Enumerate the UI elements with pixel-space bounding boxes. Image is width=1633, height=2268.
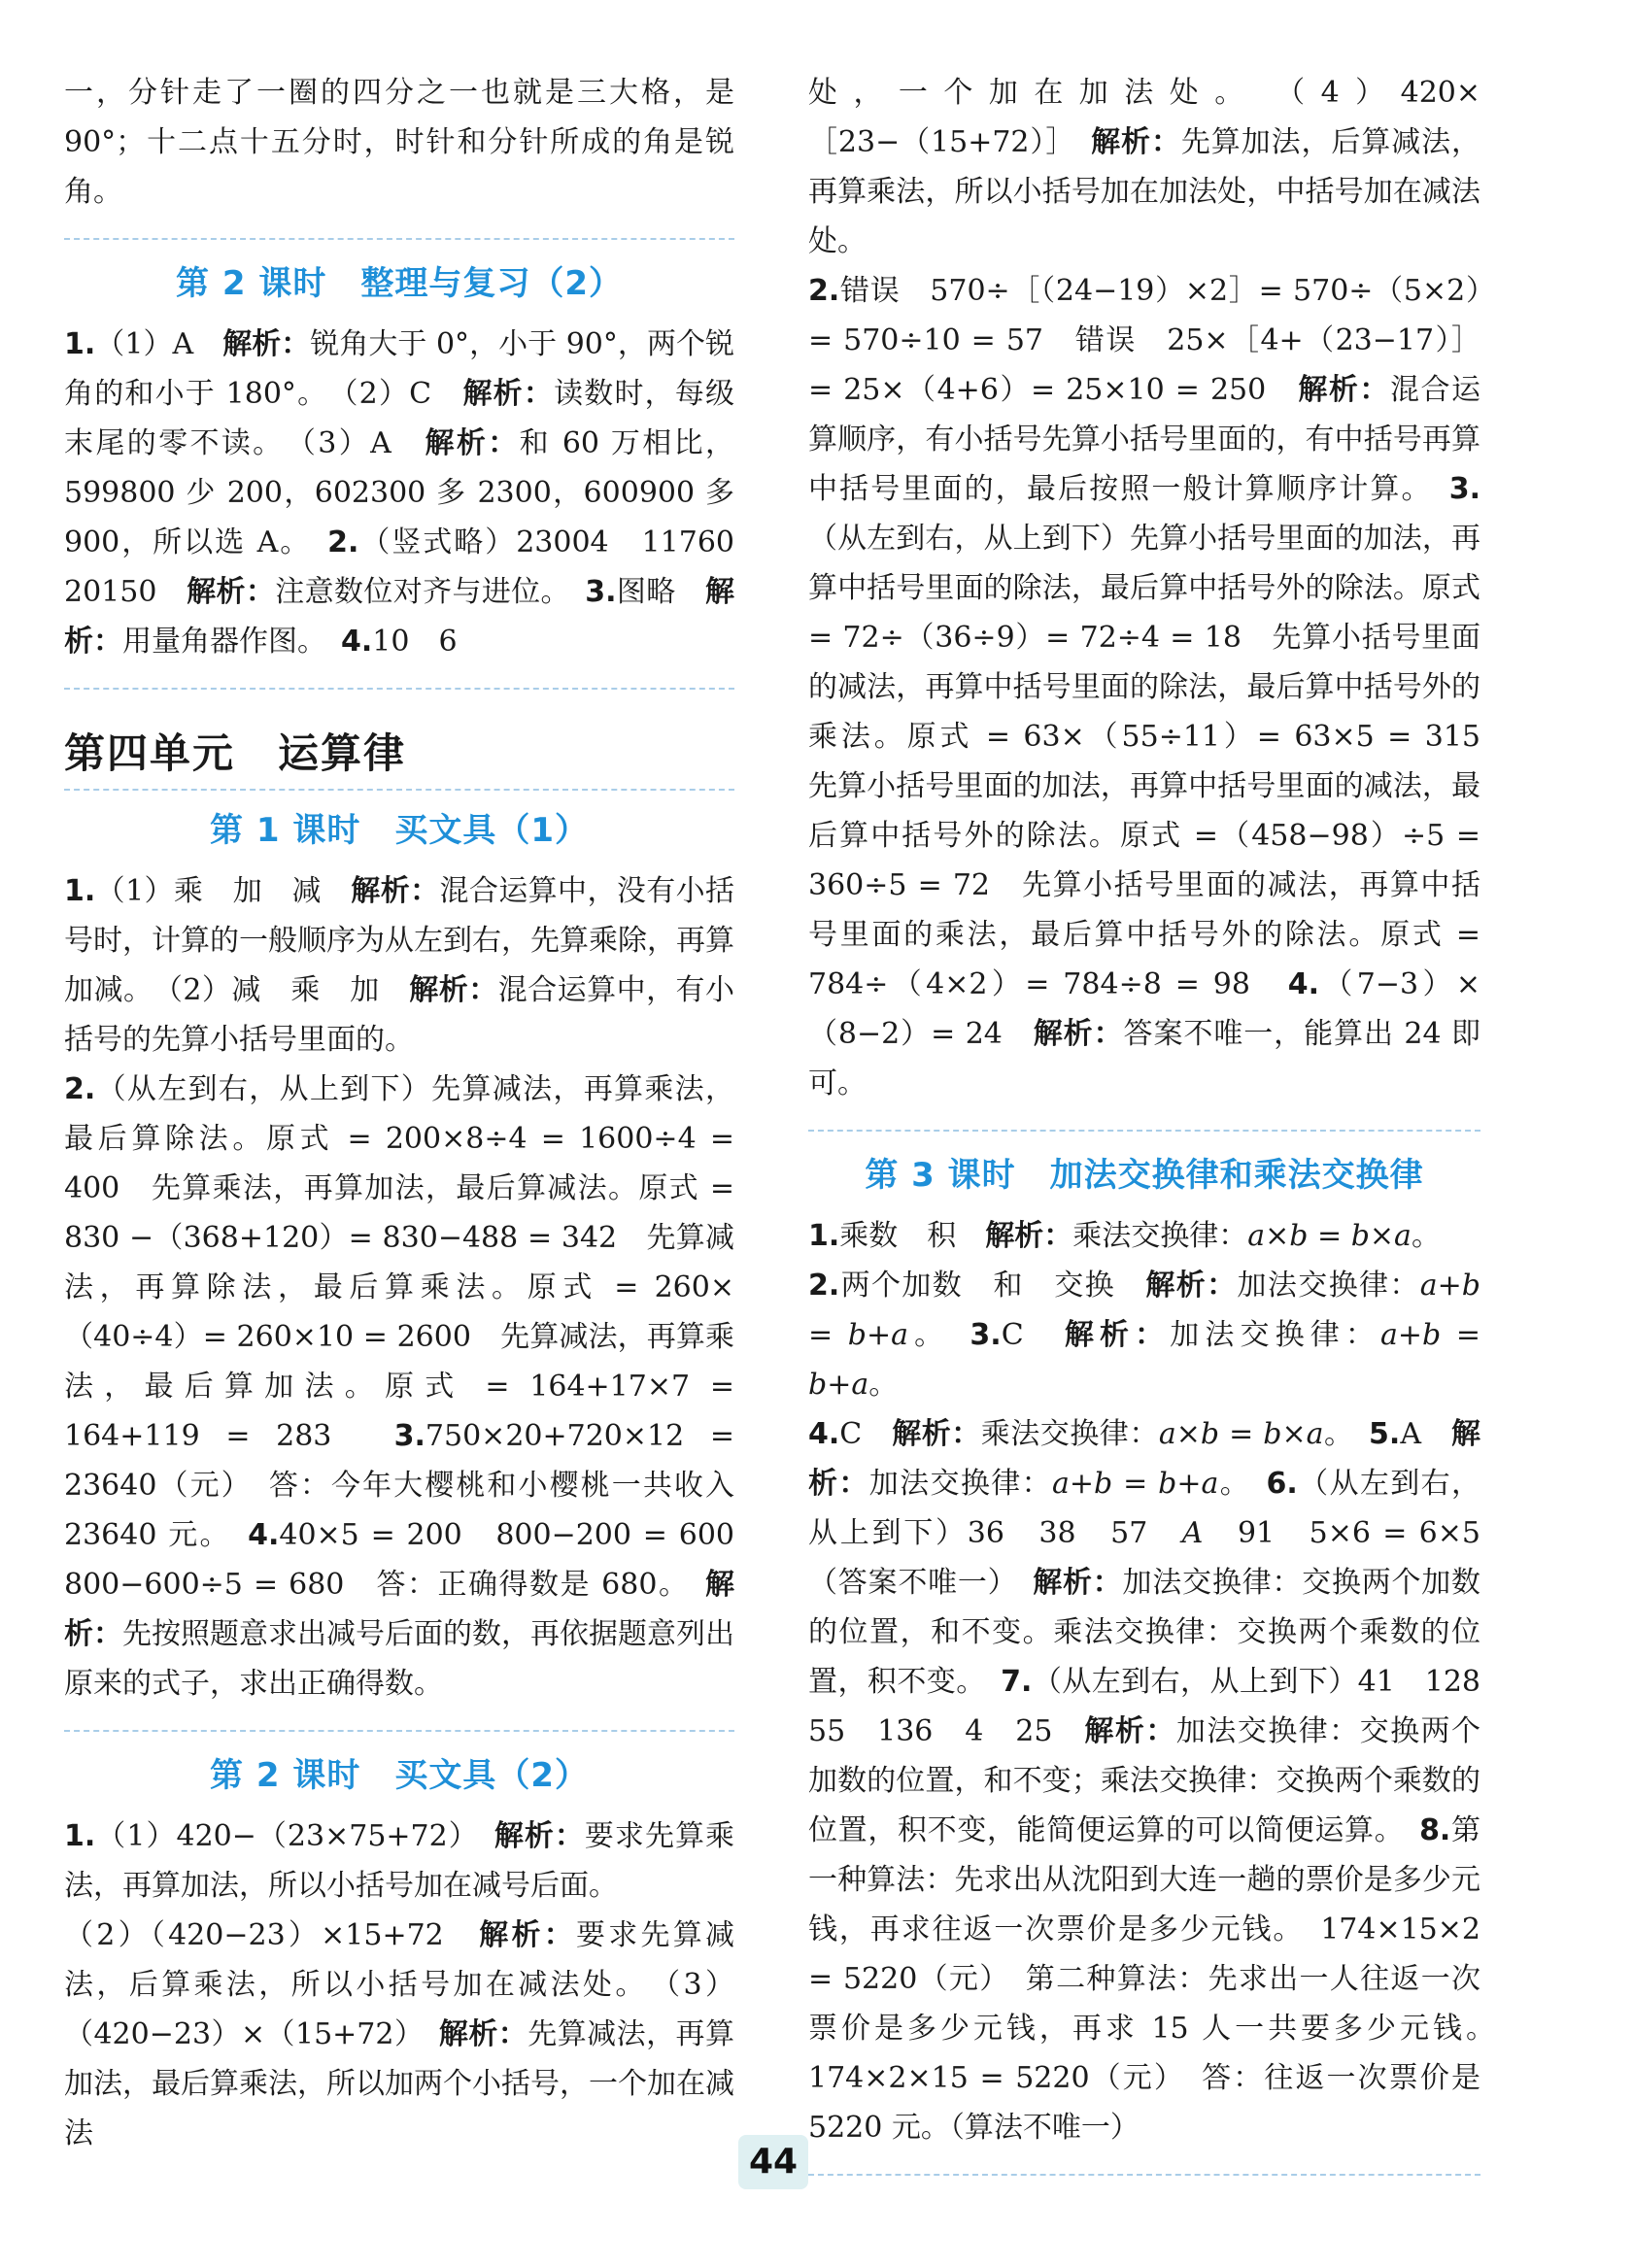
answer-text: 要求先算减法，后算乘法，所以小括号加在减法处。 （3）（420−23）×（15+72） — [64, 1918, 735, 2051]
answer-text: 要求先算乘法，再算加法，所以小括号加在减号后面。 — [64, 1819, 735, 1903]
question-number: 1. — [808, 1219, 840, 1253]
analysis-label: 解析： — [64, 575, 735, 659]
answer-text: 加法交换律： — [868, 1467, 1052, 1501]
question-number: 2. — [64, 1072, 96, 1106]
analysis-label: 解析： — [1033, 1566, 1123, 1600]
answer-text: 乘法交换律： — [1072, 1219, 1248, 1253]
question-number: 3. — [585, 575, 617, 609]
answer-text: 两个加数 和 交换 — [839, 1269, 1146, 1303]
answer-text: C — [839, 1417, 893, 1451]
answer-text: 先算减法，再算加法，最后算乘法，所以加两个小括号，一个加在减法 — [64, 2017, 735, 2150]
answer-text: 10 6 — [372, 625, 458, 659]
analysis-label: 解析： — [425, 426, 520, 460]
question-number: 2. — [808, 274, 840, 308]
question-number: 2. — [808, 1269, 840, 1303]
answer-text: 混合运算中，有小括号的先算小括号里面的。 — [64, 973, 735, 1057]
analysis-label: 解析： — [438, 2017, 528, 2051]
answer-text: 。 — [908, 1318, 970, 1352]
analysis-label: 解析： — [409, 973, 498, 1007]
page-number: 44 — [738, 2135, 808, 2189]
section-divider — [64, 1730, 734, 1732]
section-divider — [808, 1130, 1480, 1132]
section-divider — [64, 238, 734, 240]
analysis-label: 解析： — [462, 377, 555, 411]
answers-stationery-2 — [64, 1811, 734, 2158]
analysis-label: 解析： — [222, 327, 311, 361]
answer-text: （1）乘 加 减 — [95, 874, 352, 908]
analysis-label: 解析： — [892, 1417, 981, 1451]
analysis-label: 解析： — [187, 575, 276, 609]
left-column — [64, 68, 764, 2158]
answer-text: （2）（420−23）×15+72 — [64, 1918, 480, 1952]
question-number: 2. — [327, 525, 359, 559]
intro-paragraph: 一，分针走了一圈的四分之一也就是三大格，是90°；十二点十五分时，时针和分针所成的角是锐角。 — [64, 76, 734, 209]
answer-text: A — [1181, 1516, 1204, 1550]
question-number: 3. — [970, 1318, 1002, 1352]
answer-text: 750×20+720×12 = 23640（元） 答：今年大樱桃和小樱桃一共收入 23640 元。 — [64, 1419, 734, 1552]
analysis-label: 解析： — [64, 1568, 734, 1651]
answer-text: （从左到右，从上到下）36 38 57 — [808, 1467, 1481, 1550]
question-number: 4. — [1287, 967, 1320, 1001]
analysis-label: 解析： — [1145, 1269, 1238, 1303]
answer-text: 答案不唯一，能算出 24 即可。 — [808, 1017, 1480, 1100]
unit-divider — [64, 789, 734, 791]
lesson-title-stationery-1: 第 1 课时 买文具（1） — [210, 811, 589, 850]
question-number: 3. — [393, 1419, 425, 1453]
analysis-label: 解析： — [1033, 1017, 1124, 1051]
answer-text: a+b = b+a — [1051, 1467, 1219, 1501]
answer-text: （从左到右，从上到下）先算小括号里面的加法，再算中括号里面的除法，最后算中括号外的除法。原式 = 72÷（36÷9）= 72÷4 = 18 先算小括号里面的减法，再算中括号里面的除法，最后算中括号外的乘法。原式 = 63×（55÷11）= 63×5 = 315 先算小括号里面的加法，再算中括号里面的减法，最后算中括号外的除法。原式 =（458−98）÷5 = 360÷5 = 72 先算小括号里面的减法，再算中括号里面的乘法，最后算中括号外的除法。原式 = 784÷（4×2）= 784÷8 = 98 — [808, 522, 1510, 1001]
answer-text: 先算加法，后算减法，再算乘法，所以小括号加在加法处，中括号加在减法处。 — [808, 125, 1481, 258]
section-divider — [64, 688, 734, 690]
answer-text: （竖式略）23004 11760 20150 — [64, 525, 764, 609]
answer-text: （1）420−（23×75+72） — [95, 1819, 494, 1853]
answer-text: a+b = b+a — [808, 1318, 1481, 1402]
answer-text: 先按照题意求出减号后面的数，再依据题意列出原来的式子，求出正确得数。 — [64, 1617, 734, 1701]
lesson-title-review-2: 第 2 课时 整理与复习（2） — [176, 264, 623, 303]
analysis-label: 解析： — [479, 1918, 577, 1952]
analysis-label: 解析： — [1064, 1318, 1171, 1352]
answer-text: 。 — [1323, 1417, 1370, 1451]
answer-text: 。 — [1411, 1219, 1441, 1253]
answer-text: C — [1001, 1318, 1065, 1352]
question-number: 7. — [1001, 1665, 1033, 1699]
answer-text: 和 60 万相比，599800 少 200，602300 多 2300，600900 多 900，所以选 A。 — [64, 426, 735, 559]
answers-commutative — [808, 1211, 1510, 2152]
answer-text: A — [1400, 1417, 1452, 1451]
answer-text: （7−3）×（8−2）= 24 — [808, 967, 1481, 1051]
answer-text: 混合运算顺序，有小括号先算小括号里面的，有中括号再算中括号里面的，最后按照一般计算顺序计算。 — [808, 373, 1481, 506]
question-number: 3. — [1448, 472, 1480, 506]
answer-text: 第一种算法：先求出从沈阳到大连一趟的票价是多少元钱，再求往返一次票价是多少元钱。 174×15×2 = 5220（元） 第二种算法：先求出一人往返一次票价是多少元钱，再求 15 人一共要多少元钱。 174×2×15 = 5220（元） 答：往返一次票价是 5220 元。（算法不唯一） — [808, 1813, 1510, 2145]
analysis-label: 解析： — [1084, 1714, 1176, 1748]
lesson-title-commutative: 第 3 课时 加法交换律和乘法交换律 — [865, 1156, 1424, 1195]
question-number: 5. — [1369, 1417, 1401, 1451]
analysis-label: 解析： — [1298, 373, 1390, 407]
answer-text: 乘数 积 — [839, 1219, 986, 1253]
answer-text: 处，一个加在加法处。 （4）420×［23−（15+72）］ — [808, 76, 1480, 159]
answer-text: 40×5 = 200 800−200 = 600 800−600÷5 = 680 答：正确得数是 680。 — [64, 1518, 764, 1602]
answer-text: a+b = b+a — [808, 1269, 1481, 1352]
question-number: 4. — [248, 1518, 280, 1552]
question-number: 1. — [64, 1819, 96, 1853]
answer-text: （从左到右，从上到下）先算减法，再算乘法，最后算除法。原式 = 200×8÷4 = 1600÷4 = 400 先算乘法，再算加法，最后算减法。原式 = 830 −（368+120）= 830−488 = 342 先算减法，再算除法，最后算乘法。原式 = 260×（40÷4）= 260×10 = 2600 先算减法，再算乘法，最后算加法。原式 = 164+17×7 = 164+119 = 283 — [64, 1072, 734, 1453]
answer-text: 。 — [1218, 1467, 1267, 1501]
answer-text: 混合运算中，没有小括号时，计算的一般顺序为从左到右，先算乘除，再算加减。 （2）减 乘 加 — [64, 874, 735, 1007]
question-number: 6. — [1266, 1467, 1298, 1501]
answer-text: 读数时，每级末尾的零不读。 （3）A — [64, 377, 735, 460]
analysis-label: 解析： — [985, 1219, 1073, 1253]
answer-text: 注意数位对齐与进位。 — [275, 575, 586, 609]
answer-text: （从左到右，从上到下）41 128 55 136 4 25 — [808, 1665, 1510, 1748]
question-number: 1. — [64, 327, 96, 361]
unit-title: 第四单元 运算律 — [64, 729, 407, 777]
answer-text: 91 5×6 = 6×5（答案不唯一） — [808, 1516, 1480, 1600]
answers-stationery-2-cont — [808, 68, 1510, 1108]
question-number: 4. — [808, 1417, 840, 1451]
answer-text: a×b = b×a — [1247, 1219, 1412, 1253]
right-column — [808, 68, 1510, 2193]
answer-text: 。 — [868, 1368, 899, 1402]
question-number: 1. — [64, 874, 96, 908]
lesson-title-stationery-2: 第 2 课时 买文具（2） — [210, 1756, 589, 1795]
answers-stationery-1 — [64, 866, 764, 1709]
answers-review-2 — [64, 320, 764, 666]
answer-text: 加法交换律：交换两个加数的位置，和不变。乘法交换律：交换两个乘数的位置，积不变。 — [808, 1566, 1481, 1699]
answer-text: 加法交换律： — [1170, 1318, 1380, 1352]
question-number: 4. — [341, 625, 373, 659]
answer-text: a×b = b×a — [1158, 1417, 1324, 1451]
question-number: 8. — [1419, 1813, 1451, 1847]
answer-text: 图略 — [616, 575, 706, 609]
analysis-label: 解析： — [1091, 125, 1181, 159]
analysis-label: 解析： — [808, 1417, 1481, 1501]
answer-text: 乘法交换律： — [980, 1417, 1159, 1451]
answer-text: 加法交换律： — [1237, 1269, 1420, 1303]
section-divider — [808, 2174, 1480, 2176]
answer-text: 加法交换律：交换两个加数的位置，和不变；乘法交换律：交换两个乘数的位置，积不变，能简便运算的可以简便运算。 — [808, 1714, 1481, 1847]
answer-text: 用量角器作图。 — [122, 625, 341, 659]
answer-text: 锐角大于 0°，小于 90°，两个锐角的和小于 180°。 （2）C — [64, 327, 735, 411]
analysis-label: 解析： — [351, 874, 440, 908]
analysis-label: 解析： — [493, 1819, 585, 1853]
answer-text: 错误 570÷［（24−19）×2］= 570÷（5×2）= 570÷10 = 57 错误 25×［4+（23−17）］= 25×（4+6）= 25×10 = 250 — [808, 274, 1480, 407]
answer-text: （1）A — [95, 327, 223, 361]
